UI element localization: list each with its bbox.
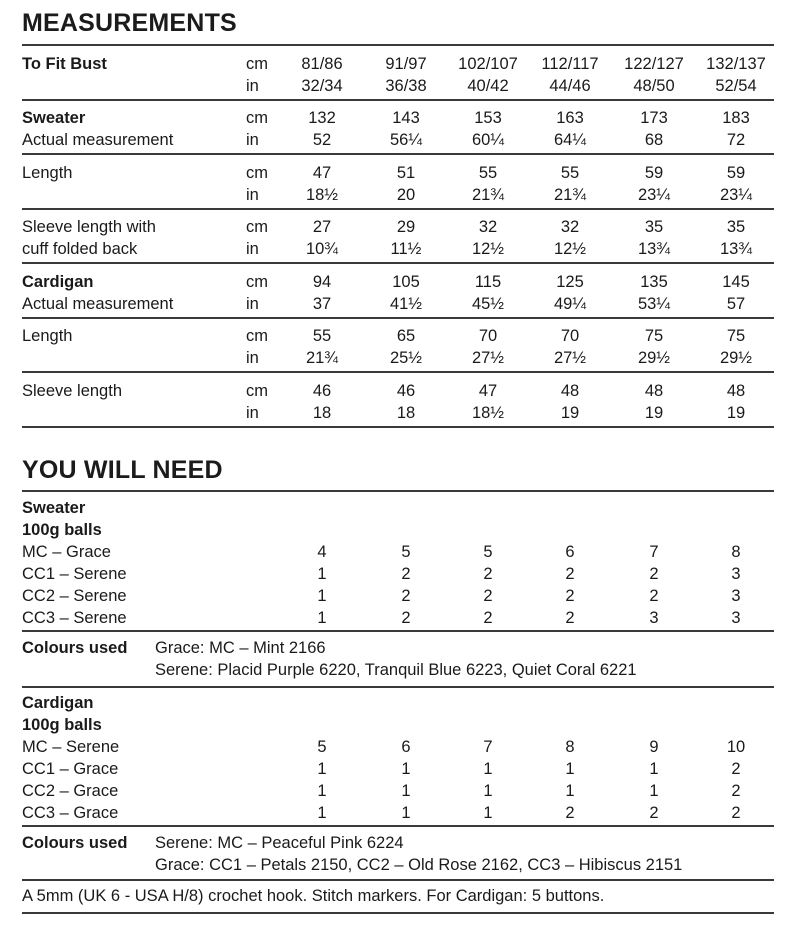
- value-in: 19: [644, 404, 664, 422]
- yarn-name: CC3 – Grace: [22, 804, 119, 822]
- yarn-row: [22, 607, 774, 629]
- ball-count: 6: [565, 543, 575, 561]
- value-cm: 51: [396, 164, 416, 182]
- ball-count: 2: [401, 587, 411, 605]
- size-cell: [366, 271, 446, 315]
- size-cell: [530, 107, 610, 151]
- colours-line: Serene: MC – Peaceful Pink 6224: [155, 834, 404, 852]
- value-cm: 153: [474, 109, 502, 127]
- unit-cm: cm: [246, 273, 268, 291]
- value-in: 44/46: [549, 77, 591, 95]
- value-cm: 35: [644, 218, 664, 236]
- size-cell: [282, 271, 362, 315]
- cardigan-ball-weight: 100g balls: [22, 716, 102, 734]
- size-cell: [282, 380, 362, 424]
- ball-counts: [282, 780, 762, 802]
- size-cell: [366, 53, 446, 97]
- size-cell: [282, 162, 362, 206]
- value-cm: 112/117: [541, 55, 599, 73]
- colours-used-label: Colours used: [22, 639, 128, 657]
- row-label-primary: Sweater: [22, 109, 86, 127]
- value-in: 23¼: [637, 186, 671, 204]
- unit-in: in: [246, 295, 259, 313]
- you-will-need-heading: YOU WILL NEED: [22, 456, 223, 484]
- size-cell: [696, 325, 776, 369]
- ball-count: 2: [565, 587, 575, 605]
- value-cm: 75: [644, 327, 664, 345]
- value-cm: 55: [312, 327, 332, 345]
- sweater-yarn-table: [22, 497, 774, 629]
- value-cm: 70: [560, 327, 580, 345]
- unit-in: in: [246, 349, 259, 367]
- ball-count: 5: [317, 738, 327, 756]
- unit-in: in: [246, 240, 259, 258]
- size-cell: [366, 107, 446, 151]
- unit-column: [246, 380, 286, 424]
- row-label-primary: Sleeve length: [22, 382, 122, 400]
- unit-cm: cm: [246, 382, 268, 400]
- unit-cm: cm: [246, 55, 268, 73]
- value-in: 60¼: [471, 131, 505, 149]
- sweater-title: Sweater: [22, 499, 86, 517]
- divider: [22, 153, 774, 155]
- value-in: 53¼: [637, 295, 671, 313]
- yarn-row: [22, 780, 774, 802]
- value-cm: 27: [312, 218, 332, 236]
- size-cell: [282, 53, 362, 97]
- value-in: 18½: [471, 404, 505, 422]
- divider: [22, 879, 774, 881]
- size-cell: [696, 271, 776, 315]
- ball-count: 5: [483, 543, 493, 561]
- ball-count: 2: [649, 565, 659, 583]
- value-cm: 46: [312, 382, 332, 400]
- colours-line: Serene: Placid Purple 6220, Tranquil Blue 6223, Quiet Coral 6221: [155, 661, 637, 679]
- unit-column: [246, 53, 286, 97]
- size-cell: [614, 107, 694, 151]
- notions-text: A 5mm (UK 6 - USA H/8) crochet hook. Stitch markers. For Cardigan: 5 buttons.: [22, 887, 605, 905]
- unit-cm: cm: [246, 109, 268, 127]
- row-label: [22, 325, 242, 347]
- divider: [22, 426, 774, 428]
- ball-count: 2: [565, 565, 575, 583]
- value-cm: 47: [478, 382, 498, 400]
- ball-counts: [282, 758, 762, 780]
- colours-line: Grace: MC – Mint 2166: [155, 639, 326, 657]
- yarn-name: CC2 – Grace: [22, 782, 119, 800]
- value-cm: 32: [560, 218, 580, 236]
- value-cm: 29: [396, 218, 416, 236]
- row-label: [22, 53, 242, 75]
- value-in: 36/38: [385, 77, 427, 95]
- value-in: 72: [726, 131, 746, 149]
- value-in: 64¼: [553, 131, 587, 149]
- ball-count: 2: [731, 782, 741, 800]
- value-in: 21¾: [471, 186, 505, 204]
- unit-column: [246, 162, 286, 206]
- row-label: [22, 271, 242, 315]
- size-cell: [530, 53, 610, 97]
- value-in: 21¾: [553, 186, 587, 204]
- ball-count: 2: [483, 587, 493, 605]
- value-cm: 59: [644, 164, 664, 182]
- measurement-row: [22, 53, 774, 97]
- value-in: 56¼: [389, 131, 423, 149]
- value-in: 18: [396, 404, 416, 422]
- value-cm: 35: [726, 218, 746, 236]
- size-cell: [614, 216, 694, 260]
- value-cm: 102/107: [458, 55, 518, 73]
- value-cm: 135: [640, 273, 668, 291]
- ball-count: 7: [649, 543, 659, 561]
- ball-count: 3: [731, 565, 741, 583]
- value-cm: 59: [726, 164, 746, 182]
- value-in: 13¾: [637, 240, 671, 258]
- value-in: 27½: [471, 349, 505, 367]
- measurement-row: [22, 271, 774, 315]
- size-cell: [614, 325, 694, 369]
- value-in: 21¾: [305, 349, 339, 367]
- size-cell: [696, 162, 776, 206]
- ball-count: 1: [317, 804, 327, 822]
- size-cell: [614, 162, 694, 206]
- value-cm: 105: [392, 273, 420, 291]
- unit-column: [246, 216, 286, 260]
- ball-count: 2: [649, 804, 659, 822]
- row-label-primary: Sleeve length with: [22, 218, 156, 236]
- value-in: 37: [312, 295, 332, 313]
- value-in: 40/42: [467, 77, 509, 95]
- ball-counts: [282, 585, 762, 607]
- measurement-row: [22, 380, 774, 424]
- unit-cm: cm: [246, 218, 268, 236]
- row-label-primary: To Fit Bust: [22, 55, 107, 73]
- ball-count: 2: [483, 565, 493, 583]
- divider: [22, 686, 774, 688]
- unit-column: [246, 325, 286, 369]
- measurement-row: [22, 325, 774, 369]
- divider: [22, 208, 774, 210]
- measurements-heading: MEASUREMENTS: [22, 9, 237, 37]
- value-cm: 125: [556, 273, 584, 291]
- ball-count: 1: [483, 760, 493, 778]
- yarn-row: [22, 563, 774, 585]
- row-label-secondary: Actual measurement: [22, 131, 174, 149]
- colours-used-label: Colours used: [22, 834, 128, 852]
- size-cell: [530, 271, 610, 315]
- ball-count: 2: [483, 609, 493, 627]
- ball-count: 10: [726, 738, 746, 756]
- yarn-row: [22, 736, 774, 758]
- ball-count: 2: [731, 804, 741, 822]
- ball-count: 2: [401, 565, 411, 583]
- ball-count: 1: [317, 587, 327, 605]
- value-in: 48/50: [633, 77, 675, 95]
- size-cell: [696, 53, 776, 97]
- ball-count: 1: [401, 760, 411, 778]
- size-cell: [366, 380, 446, 424]
- value-in: 27½: [553, 349, 587, 367]
- row-label: [22, 216, 242, 260]
- value-in: 18: [312, 404, 332, 422]
- ball-count: 5: [401, 543, 411, 561]
- value-cm: 48: [560, 382, 580, 400]
- divider: [22, 490, 774, 492]
- value-in: 41½: [389, 295, 423, 313]
- ball-counts: [282, 541, 762, 563]
- yarn-name: CC1 – Grace: [22, 760, 119, 778]
- value-in: 18½: [305, 186, 339, 204]
- value-cm: 55: [478, 164, 498, 182]
- value-in: 52: [312, 131, 332, 149]
- ball-count: 3: [649, 609, 659, 627]
- ball-count: 1: [317, 565, 327, 583]
- value-cm: 70: [478, 327, 498, 345]
- size-cell: [448, 380, 528, 424]
- ball-count: 8: [731, 543, 741, 561]
- ball-count: 2: [565, 609, 575, 627]
- ball-count: 3: [731, 609, 741, 627]
- ball-count: 1: [565, 782, 575, 800]
- size-cell: [448, 271, 528, 315]
- yarn-row: [22, 541, 774, 563]
- row-label-primary: Cardigan: [22, 273, 94, 291]
- ball-counts: [282, 802, 762, 824]
- size-cell: [696, 107, 776, 151]
- size-cell: [282, 216, 362, 260]
- size-cell: [366, 325, 446, 369]
- value-cm: 32: [478, 218, 498, 236]
- value-in: 11½: [390, 240, 422, 258]
- divider: [22, 825, 774, 827]
- ball-count: 8: [565, 738, 575, 756]
- ball-count: 1: [401, 782, 411, 800]
- ball-count: 1: [483, 804, 493, 822]
- measurement-row: [22, 162, 774, 206]
- ball-count: 1: [401, 804, 411, 822]
- value-cm: 47: [312, 164, 332, 182]
- size-cell: [366, 162, 446, 206]
- value-in: 68: [644, 131, 664, 149]
- value-cm: 94: [312, 273, 332, 291]
- value-in: 10¾: [305, 240, 339, 258]
- ball-count: 4: [317, 543, 327, 561]
- value-cm: 122/127: [624, 55, 684, 73]
- value-in: 57: [726, 295, 746, 313]
- ball-count: 1: [317, 782, 327, 800]
- value-cm: 46: [396, 382, 416, 400]
- yarn-name: CC3 – Serene: [22, 609, 127, 627]
- size-cell: [614, 380, 694, 424]
- ball-counts: [282, 736, 762, 758]
- yarn-name: CC2 – Serene: [22, 587, 127, 605]
- size-cell: [448, 53, 528, 97]
- value-in: 12½: [553, 240, 587, 258]
- size-cell: [282, 325, 362, 369]
- ball-count: 6: [401, 738, 411, 756]
- measurement-row: [22, 216, 774, 260]
- value-in: 29½: [719, 349, 753, 367]
- divider: [22, 44, 774, 46]
- divider: [22, 912, 774, 914]
- size-cell: [448, 325, 528, 369]
- size-cell: [696, 380, 776, 424]
- ball-count: 2: [565, 804, 575, 822]
- yarn-name: MC – Grace: [22, 543, 111, 561]
- value-cm: 55: [560, 164, 580, 182]
- value-in: 49¼: [553, 295, 587, 313]
- value-in: 32/34: [301, 77, 343, 95]
- value-cm: 145: [722, 273, 750, 291]
- value-in: 23¼: [719, 186, 753, 204]
- size-cell: [614, 53, 694, 97]
- ball-count: 2: [401, 609, 411, 627]
- size-cell: [530, 325, 610, 369]
- size-cell: [366, 216, 446, 260]
- value-in: 20: [396, 186, 416, 204]
- size-cell: [448, 216, 528, 260]
- unit-in: in: [246, 404, 259, 422]
- value-cm: 81/86: [301, 55, 343, 73]
- row-label: [22, 380, 242, 402]
- row-label-secondary: cuff folded back: [22, 240, 138, 258]
- cardigan-yarn-table: [22, 692, 774, 824]
- divider: [22, 99, 774, 101]
- ball-count: 1: [649, 760, 659, 778]
- size-cell: [448, 162, 528, 206]
- colours-line: Grace: CC1 – Petals 2150, CC2 – Old Rose 2162, CC3 – Hibiscus 2151: [155, 856, 683, 874]
- unit-cm: cm: [246, 164, 268, 182]
- value-cm: 115: [474, 273, 502, 291]
- ball-count: 1: [317, 760, 327, 778]
- ball-count: 1: [483, 782, 493, 800]
- unit-column: [246, 107, 286, 151]
- divider: [22, 317, 774, 319]
- ball-count: 9: [649, 738, 659, 756]
- row-label-primary: Length: [22, 164, 73, 182]
- row-label: [22, 162, 242, 184]
- unit-cm: cm: [246, 327, 268, 345]
- unit-in: in: [246, 131, 259, 149]
- yarn-row: [22, 585, 774, 607]
- value-cm: 173: [640, 109, 668, 127]
- ball-count: 1: [317, 609, 327, 627]
- size-cell: [530, 162, 610, 206]
- yarn-row: [22, 758, 774, 780]
- value-cm: 91/97: [385, 55, 427, 73]
- ball-count: 7: [483, 738, 493, 756]
- yarn-name: CC1 – Serene: [22, 565, 127, 583]
- size-cell: [696, 216, 776, 260]
- value-cm: 48: [726, 382, 746, 400]
- row-label-secondary: Actual measurement: [22, 295, 174, 313]
- value-cm: 48: [644, 382, 664, 400]
- size-cell: [530, 216, 610, 260]
- divider: [22, 371, 774, 373]
- size-cell: [282, 107, 362, 151]
- size-cell: [614, 271, 694, 315]
- value-in: 45½: [471, 295, 505, 313]
- yarn-row: [22, 802, 774, 824]
- divider: [22, 630, 774, 632]
- ball-count: 1: [649, 782, 659, 800]
- unit-in: in: [246, 77, 259, 95]
- value-cm: 65: [396, 327, 416, 345]
- ball-counts: [282, 607, 762, 629]
- value-in: 13¾: [719, 240, 753, 258]
- value-in: 29½: [637, 349, 671, 367]
- value-cm: 163: [556, 109, 584, 127]
- value-cm: 132: [308, 109, 336, 127]
- divider: [22, 262, 774, 264]
- value-in: 12½: [471, 240, 505, 258]
- value-cm: 183: [722, 109, 750, 127]
- unit-column: [246, 271, 286, 315]
- value-in: 19: [726, 404, 746, 422]
- ball-count: 2: [731, 760, 741, 778]
- ball-count: 2: [649, 587, 659, 605]
- ball-count: 3: [731, 587, 741, 605]
- value-cm: 75: [726, 327, 746, 345]
- row-label-primary: Length: [22, 327, 73, 345]
- value-in: 19: [560, 404, 580, 422]
- value-cm: 143: [392, 109, 420, 127]
- cardigan-title: Cardigan: [22, 694, 94, 712]
- value-in: 25½: [389, 349, 423, 367]
- sweater-ball-weight: 100g balls: [22, 521, 102, 539]
- size-cell: [530, 380, 610, 424]
- ball-count: 1: [565, 760, 575, 778]
- ball-counts: [282, 563, 762, 585]
- row-label: [22, 107, 242, 151]
- yarn-name: MC – Serene: [22, 738, 120, 756]
- measurement-row: [22, 107, 774, 151]
- value-cm: 132/137: [706, 55, 766, 73]
- unit-in: in: [246, 186, 259, 204]
- size-cell: [448, 107, 528, 151]
- value-in: 52/54: [715, 77, 757, 95]
